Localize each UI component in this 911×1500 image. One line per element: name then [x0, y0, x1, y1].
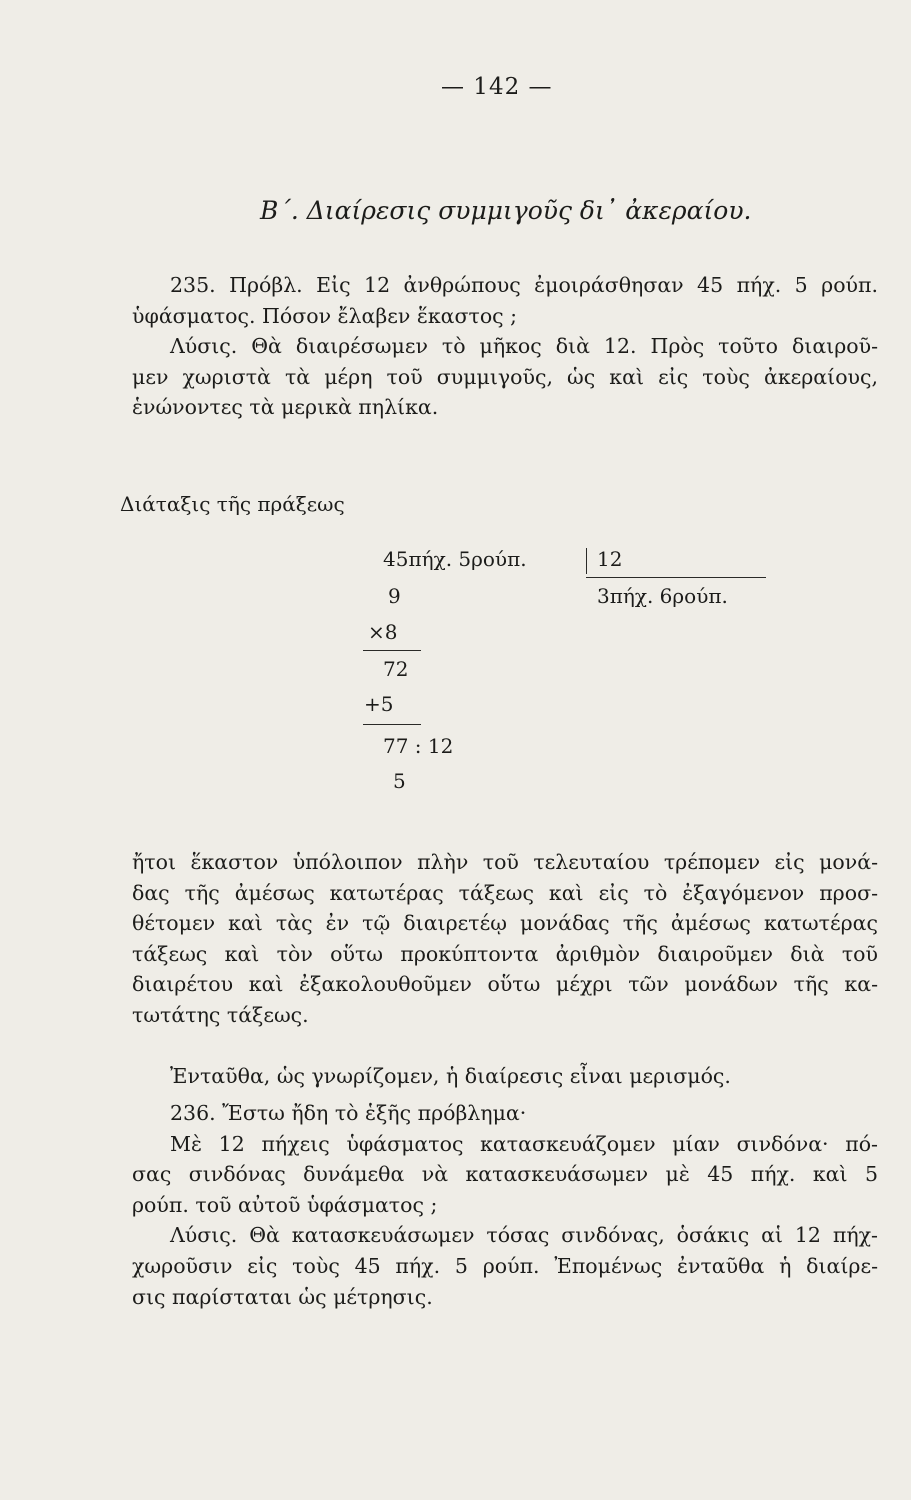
- text-line: ἤτοι ἕκαστον ὑπόλοιπον πλὴν τοῦ τελευταίου τρέπομεν εἰς μονά-: [132, 850, 878, 874]
- remainder-1: 9: [388, 584, 401, 608]
- problem-235-paragraph: [132, 270, 878, 423]
- calc-rule: [363, 724, 421, 725]
- section-title: Β΄. Διαίρεσις συμμιγοῦς δι᾽ ἀκεραίου.: [260, 196, 752, 225]
- division-bar: [586, 548, 587, 574]
- text-line: Λύσις. Θὰ κατασκευάσωμεν τόσας σινδόνας, ὁσάκις αἱ 12 πήχ-: [170, 1223, 878, 1248]
- conclusion-paragraph: [132, 1061, 878, 1092]
- product: 72: [383, 657, 409, 681]
- divisor: 12: [597, 547, 623, 571]
- rule-paragraph: [132, 847, 878, 1031]
- text-line: σας σινδόνας δυνάμεθα νὰ κατασκευάσωμεν μὲ 45 πήχ. καὶ 5: [132, 1162, 878, 1187]
- text-line: χωροῦσιν εἰς τοὺς 45 πήχ. 5 ρούπ. Ἐπομένως ἐνταῦθα ἡ διαίρε-: [132, 1253, 878, 1278]
- add-5: +5: [364, 692, 394, 716]
- sum-division: 77 : 12: [383, 734, 454, 758]
- text-line: Ἐνταῦθα, ὡς γνωρίζομεν, ἡ διαίρεσις εἶναι μερισμός.: [170, 1064, 731, 1088]
- text-line: θέτομεν καὶ τὰς ἐν τῷ διαιρετέῳ μονάδας τῆς ἀμέσως κατωτέρας: [132, 911, 878, 936]
- dividend: 45πήχ. 5ρούπ.: [383, 547, 527, 571]
- quotient: 3πήχ. 6ρούπ.: [597, 584, 728, 608]
- problem-236-paragraph: [132, 1098, 878, 1312]
- text-line: τωτάτης τάξεως.: [132, 1002, 309, 1027]
- page-number: — 142 —: [441, 74, 553, 100]
- text-line: ρούπ. τοῦ αὐτοῦ ὑφάσματος ;: [132, 1192, 438, 1217]
- text-line: τάξεως καὶ τὸν οὕτω προκύπτοντα ἀριθμὸν διαιροῦμεν διὰ τοῦ: [132, 941, 878, 966]
- remainder-2: 5: [393, 769, 406, 793]
- layout-heading: Διάταξις τῆς πράξεως: [120, 492, 345, 516]
- text-line: ὑφάσματος. Πόσον ἔλαβεν ἕκαστος ;: [132, 303, 518, 328]
- text-line: δας τῆς ἀμέσως κατωτέρας τάξεως καὶ εἰς τὸ ἐξαγόμενον προσ-: [132, 880, 878, 905]
- text-line: ἑνώνοντες τὰ μερικὰ πηλίκα.: [132, 395, 439, 420]
- calc-rule: [363, 650, 421, 651]
- text-line: 236. Ἔστω ἤδη τὸ ἑξῆς πρόβλημα·: [170, 1101, 527, 1125]
- text-line: Μὲ 12 πήχεις ὑφάσματος κατασκευάζομεν μίαν σινδόνα· πό-: [170, 1131, 878, 1156]
- text-line: Λύσις. Θὰ διαιρέσωμεν τὸ μῆκος διὰ 12. Πρὸς τοῦτο διαιροῦ-: [170, 334, 878, 359]
- text-line: 235. Πρόβλ. Εἰς 12 ἀνθρώπους ἐμοιράσθησαν 45 πήχ. 5 ρούπ.: [170, 273, 878, 297]
- quotient-line: [586, 577, 766, 578]
- text-line: σις παρίσταται ὡς μέτρησις.: [132, 1284, 433, 1309]
- text-line: διαιρέτου καὶ ἐξακολουθοῦμεν οὕτω μέχρι τῶν μονάδων τῆς κα-: [132, 972, 878, 997]
- multiply-by-8: ×8: [368, 620, 398, 644]
- text-line: μεν χωριστὰ τὰ μέρη τοῦ συμμιγοῦς, ὡς καὶ εἰς τοὺς ἀκεραίους,: [132, 364, 878, 389]
